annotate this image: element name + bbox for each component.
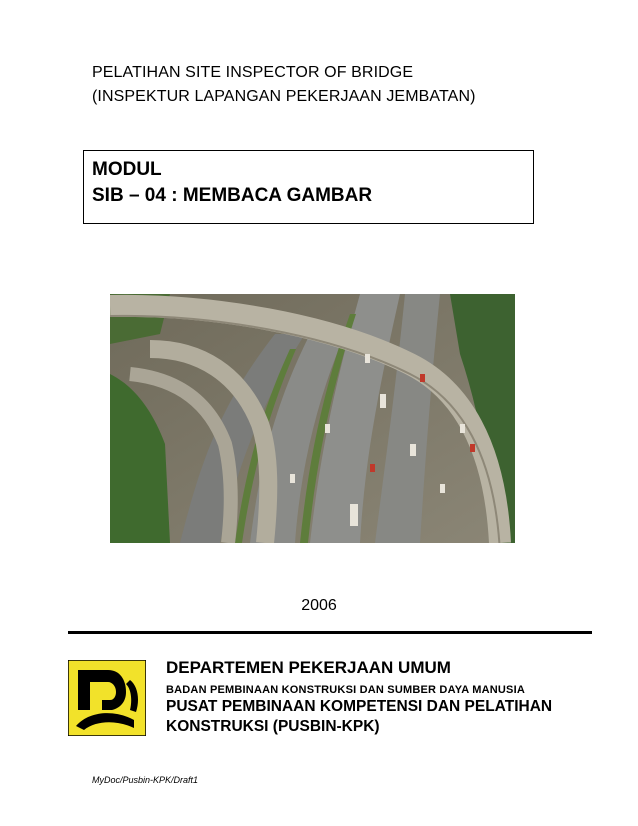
course-title-line1: PELATIHAN SITE INSPECTOR OF BRIDGE (92, 64, 414, 81)
center-name-line2: KONSTRUKSI (PUSBIN-KPK) (166, 718, 380, 735)
department-agency: BADAN PEMBINAAN KONSTRUKSI DAN SUMBER DAYA MANUSIA (166, 684, 525, 696)
horizontal-divider (68, 631, 592, 634)
footer-doc-id: MyDoc/Pusbin-KPK/Draft1 (92, 775, 199, 785)
module-title-box (83, 150, 534, 224)
module-label: MODUL (92, 159, 162, 180)
pu-logo-icon (68, 660, 146, 736)
center-name-line1: PUSAT PEMBINAAN KOMPETENSI DAN PELATIHAN (166, 698, 553, 715)
publication-year: 2006 (301, 597, 337, 614)
module-code-title: SIB – 04 : MEMBACA GAMBAR (92, 185, 373, 206)
cover-photo-flyover (110, 294, 515, 543)
course-title-line2: (INSPEKTUR LAPANGAN PEKERJAAN JEMBATAN) (92, 88, 476, 105)
department-title: DEPARTEMEN PEKERJAAN UMUM (166, 658, 451, 677)
